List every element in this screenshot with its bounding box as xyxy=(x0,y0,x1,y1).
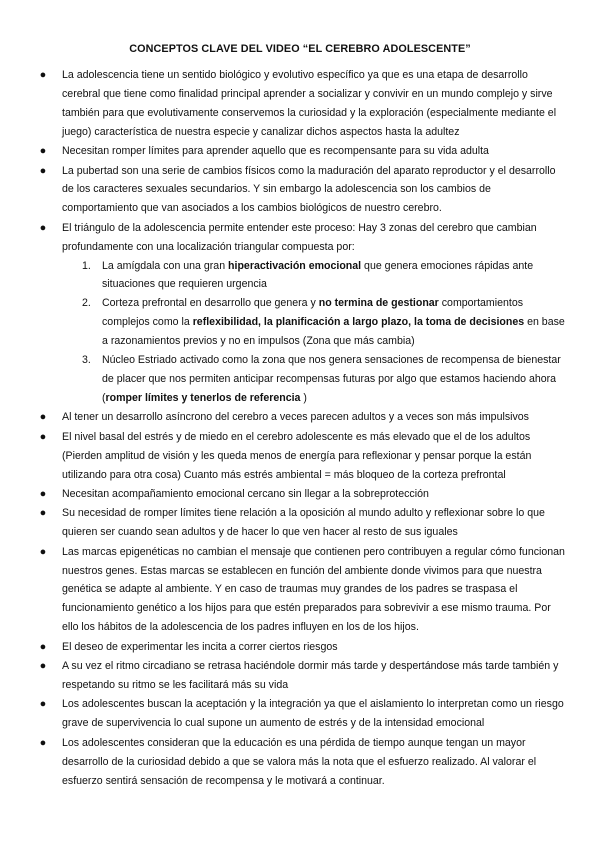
item-text: A su vez el ritmo circadiano se retrasa haciéndole dormir más tarde y despertándose más tarde también y respetando su ritmo se les facilitará más su vida xyxy=(62,660,559,691)
item-text: Las marcas epigenéticas no cambian el mensaje que contienen pero contribuyen a regular cómo funcionan nuestros genes. Estas marcas se establecen en función del ambiente donde vivimos para que nuestra genética se adapte al ambiente. Y en caso de traumas muy grandes de los padres se traspasa el funcionamiento genético a los hijos para que estén preparados para sobrevivir a ese mismo trauma. Por ello los hábitos de la adolescencia de los padres influyen en los de los hijos. xyxy=(62,545,565,634)
numbered-item-amigdala xyxy=(62,257,566,295)
bullet-icon: ● xyxy=(39,487,47,500)
bold-text: hiperactivación emocional xyxy=(228,259,362,272)
bullet-icon: ● xyxy=(39,545,47,558)
item-text: ) xyxy=(300,391,307,404)
bullet-icon: ● xyxy=(39,164,47,177)
bullet-icon: ● xyxy=(39,698,47,711)
document-title: CONCEPTOS CLAVE DEL VIDEO “EL CEREBRO ADOLESCENTE” xyxy=(129,43,471,55)
item-text: Al tener un desarrollo asíncrono del cerebro a veces parecen adultos y a veces son más impulsivos xyxy=(62,411,529,424)
bullet-icon: ● xyxy=(39,660,47,673)
list-item xyxy=(36,695,566,733)
bullet-icon: ● xyxy=(39,145,47,158)
bullet-list xyxy=(36,66,566,791)
list-item xyxy=(36,428,566,485)
item-text: Los adolescentes buscan la aceptación y la integración ya que el aislamiento lo interpretan como un riesgo grave de supervivencia lo cual supone un aumento de estrés y de la intensidad emocional xyxy=(62,698,564,730)
item-text: Los adolescentes consideran que la educación es una pérdida de tiempo aunque tengan un mayor desarrollo de la curiosidad debido a que se valora más la nota que el esfuerzo realizado. Al valorar el esfuerzo sentirá sensación de recompensa y le motivará a continuar. xyxy=(62,736,537,787)
list-item xyxy=(36,408,566,427)
item-text: comportamientos complejos como la xyxy=(102,297,524,329)
list-item xyxy=(36,543,566,638)
list-item xyxy=(36,485,566,504)
item-text: El triángulo de la adolescencia permite entender este proceso: Hay 3 zonas del cerebro que cambian profundamente con una localización triangular compuesta por: xyxy=(62,221,537,253)
item-text: que genera emociones rápidas ante situaciones que requieren urgencia xyxy=(102,259,534,291)
item-text: Núcleo Estriado activado como la zona que nos genera sensaciones de recompensa de bienestar de placer que nos permiten anticipar recompensas futuras por algo que estamos haciendo ahora ( xyxy=(102,354,561,404)
item-number: 3. xyxy=(82,354,91,367)
item-text: La pubertad son una serie de cambios físicos como la maduración del aparato reproductor y el desarrollo de los caracteres sexuales secundarios. Y sin embargo la adolescencia son los cambios de comportamiento que van asociados a los cambios biológicos de nuestro cerebro. xyxy=(62,164,556,215)
item-text: Su necesidad de romper límites tiene relación a la oposición al mundo adulto y reflexionar sobre lo que quieren ser cuando sean adultos y de hacer lo que ven hacer al resto de sus iguales xyxy=(62,507,545,539)
numbered-list xyxy=(62,257,566,408)
list-item xyxy=(36,142,566,161)
item-text: Necesitan acompañamiento emocional cercano sin llegar a la sobreprotección xyxy=(62,487,429,500)
bold-text: reflexibilidad, la planificación a largo plazo, la toma de decisiones xyxy=(192,316,525,329)
list-item xyxy=(36,504,566,542)
item-text: La adolescencia tiene un sentido biológico y evolutivo específico ya que es una etapa de desarrollo cerebral que tiene como finalidad principal aprender a socializar y convivir en un mundo complejo y sirve también para que evolutivamente conservemos la curiosidad y la exploración (especialmente mediante el juego) característica de nuestra especie y canalizar dichos aspectos hasta la adultez xyxy=(62,69,557,138)
item-text: El deseo de experimentar les incita a correr ciertos riesgos xyxy=(62,640,338,653)
bullet-icon: ● xyxy=(39,640,47,653)
list-item xyxy=(36,734,566,791)
item-text: Corteza prefrontal en desarrollo que genera y xyxy=(102,297,319,310)
numbered-item-corteza xyxy=(62,294,566,351)
bullet-icon: ● xyxy=(39,221,47,234)
bullet-icon: ● xyxy=(39,411,47,424)
bullet-icon: ● xyxy=(39,430,47,443)
list-item xyxy=(36,657,566,695)
list-item xyxy=(36,66,566,142)
bold-text: romper límites y tenerlos de referencia xyxy=(105,391,301,404)
bullet-icon: ● xyxy=(39,507,47,520)
item-text: El nivel basal del estrés y de miedo en el cerebro adolescente es más elevado que el de los adultos (Pierden amplitud de visión y les queda menos de energía para reflexionar y pensar porque la están utilizando para otra cosa) Cuanto más estrés ambiental = más bloqueo de la corteza prefrontal xyxy=(62,430,532,481)
item-text: en base a razonamientos previos y no en impulsos (Zona que más cambia) xyxy=(102,316,565,348)
list-item xyxy=(36,219,566,408)
bullet-icon: ● xyxy=(39,69,47,81)
bold-text: no termina de gestionar xyxy=(318,297,439,310)
bullet-icon: ● xyxy=(39,736,47,749)
list-item xyxy=(36,638,566,657)
item-number: 1. xyxy=(82,259,91,272)
item-text: La amígdala con una gran xyxy=(102,259,229,272)
item-text: Necesitan romper límites para aprender aquello que es recompensante para su vida adulta xyxy=(62,145,489,158)
item-number: 2. xyxy=(82,297,91,310)
list-item xyxy=(36,162,566,219)
numbered-item-nucleo xyxy=(62,351,566,408)
